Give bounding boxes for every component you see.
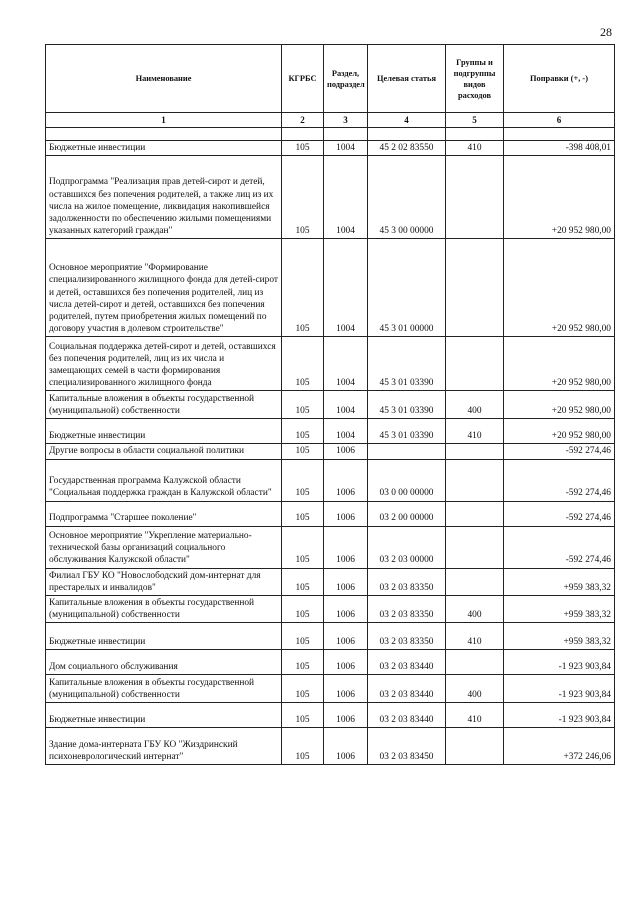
spacer-cell (446, 128, 504, 141)
row-kgrbs: 105 (282, 391, 324, 419)
budget-table (45, 44, 615, 765)
row-amount: -592 274,46 (504, 459, 615, 501)
col-number: 4 (368, 113, 446, 128)
row-tsel: 03 2 03 83350 (368, 568, 446, 595)
row-vid: 400 (446, 391, 504, 419)
header-tsel: Целевая статья (368, 45, 446, 113)
row-tsel: 03 2 03 83350 (368, 623, 446, 650)
row-vid (446, 239, 504, 337)
row-tsel: 03 2 00 00000 (368, 501, 446, 526)
row-razdel: 1006 (324, 459, 368, 501)
table-row (46, 596, 615, 623)
table-row (46, 156, 615, 239)
row-razdel: 1006 (324, 623, 368, 650)
row-razdel: 1006 (324, 568, 368, 595)
row-name: Бюджетные инвестиции (46, 623, 282, 650)
table-row (46, 141, 615, 156)
row-razdel: 1006 (324, 703, 368, 728)
row-tsel: 03 2 03 83440 (368, 703, 446, 728)
header-gruppy: Группы и подгруппы видов расходов (446, 45, 504, 113)
row-razdel: 1004 (324, 419, 368, 444)
page-number: 28 (600, 25, 612, 39)
row-tsel: 45 3 01 03390 (368, 337, 446, 391)
spacer-cell (324, 128, 368, 141)
table-row (46, 526, 615, 568)
row-name: Капитальные вложения в объекты государственной (муниципальной) собственности (46, 675, 282, 703)
row-kgrbs: 105 (282, 141, 324, 156)
header-razdel: Раздел, подраздел (324, 45, 368, 113)
spacer-cell (368, 128, 446, 141)
row-razdel: 1004 (324, 391, 368, 419)
row-kgrbs: 105 (282, 728, 324, 765)
row-razdel: 1006 (324, 728, 368, 765)
row-vid: 410 (446, 703, 504, 728)
header-kgrbs: КГРБС (282, 45, 324, 113)
row-name: Бюджетные инвестиции (46, 703, 282, 728)
row-tsel: 03 2 03 83450 (368, 728, 446, 765)
row-amount: -1 923 903,84 (504, 650, 615, 675)
row-tsel: 45 3 01 03390 (368, 391, 446, 419)
col-number: 2 (282, 113, 324, 128)
column-numbers-row (46, 113, 615, 128)
table-row (46, 239, 615, 337)
row-amount: +372 246,06 (504, 728, 615, 765)
table-row (46, 337, 615, 391)
row-kgrbs: 105 (282, 501, 324, 526)
col-number: 6 (504, 113, 615, 128)
row-amount: -1 923 903,84 (504, 675, 615, 703)
row-name: Здание дома-интерната ГБУ КО "Жиздринский психоневрологический интернат" (46, 728, 282, 765)
row-vid (446, 526, 504, 568)
row-vid: 410 (446, 623, 504, 650)
row-name: Подпрограмма "Старшее поколение" (46, 501, 282, 526)
row-vid (446, 459, 504, 501)
table-row (46, 650, 615, 675)
row-name: Бюджетные инвестиции (46, 419, 282, 444)
row-name: Филиал ГБУ КО "Новослободский дом-интернат для престарелых и инвалидов" (46, 568, 282, 595)
row-tsel: 03 2 03 83440 (368, 675, 446, 703)
table-row (46, 391, 615, 419)
table-row (46, 703, 615, 728)
row-kgrbs: 105 (282, 568, 324, 595)
row-razdel: 1004 (324, 337, 368, 391)
row-tsel: 03 2 03 83350 (368, 596, 446, 623)
row-tsel: 03 2 03 83440 (368, 650, 446, 675)
row-name: Социальная поддержка детей-сирот и детей, оставшихся без попечения родителей, лиц из их числа и замещающих семей в части формирования специализированного жилищного фонда (46, 337, 282, 391)
table-body (46, 128, 615, 765)
table-row (46, 623, 615, 650)
table-row (46, 675, 615, 703)
row-tsel: 45 3 00 00000 (368, 156, 446, 239)
row-razdel: 1004 (324, 156, 368, 239)
row-amount: +20 952 980,00 (504, 391, 615, 419)
row-vid: 410 (446, 141, 504, 156)
row-razdel: 1004 (324, 141, 368, 156)
row-kgrbs: 105 (282, 650, 324, 675)
table-row (46, 444, 615, 459)
row-kgrbs: 105 (282, 596, 324, 623)
table-row (46, 459, 615, 501)
row-vid: 410 (446, 419, 504, 444)
row-name: Другие вопросы в области социальной политики (46, 444, 282, 459)
table-row (46, 728, 615, 765)
row-amount: +20 952 980,00 (504, 337, 615, 391)
row-tsel: 45 3 01 00000 (368, 239, 446, 337)
row-tsel (368, 444, 446, 459)
row-name: Дом социального обслуживания (46, 650, 282, 675)
row-vid: 400 (446, 675, 504, 703)
row-amount: +20 952 980,00 (504, 156, 615, 239)
row-amount: +20 952 980,00 (504, 419, 615, 444)
row-amount: -592 274,46 (504, 526, 615, 568)
row-vid (446, 501, 504, 526)
table-row (46, 501, 615, 526)
row-amount: +20 952 980,00 (504, 239, 615, 337)
row-amount: -592 274,46 (504, 444, 615, 459)
spacer-cell (282, 128, 324, 141)
row-name: Бюджетные инвестиции (46, 141, 282, 156)
row-name: Капитальные вложения в объекты государственной (муниципальной) собственности (46, 596, 282, 623)
row-amount: +959 383,32 (504, 596, 615, 623)
row-vid (446, 444, 504, 459)
row-vid (446, 337, 504, 391)
row-razdel: 1006 (324, 526, 368, 568)
row-razdel: 1006 (324, 444, 368, 459)
row-amount: +959 383,32 (504, 568, 615, 595)
col-number: 1 (46, 113, 282, 128)
row-kgrbs: 105 (282, 156, 324, 239)
row-amount: -592 274,46 (504, 501, 615, 526)
spacer-row (46, 128, 615, 141)
row-kgrbs: 105 (282, 623, 324, 650)
row-name: Основное мероприятие "Формирование специализированного жилищного фонда для детей-сирот и детей, оставшихся без попечения родителей, лиц из числа детей-сирот и детей, оставшихся без попечения родителей, путем приобретения жилых помещений по договору участия в долевом строительстве" (46, 239, 282, 337)
row-razdel: 1006 (324, 650, 368, 675)
row-tsel: 45 2 02 83550 (368, 141, 446, 156)
table-row (46, 419, 615, 444)
row-razdel: 1006 (324, 675, 368, 703)
row-razdel: 1004 (324, 239, 368, 337)
row-vid (446, 650, 504, 675)
row-name: Капитальные вложения в объекты государственной (муниципальной) собственности (46, 391, 282, 419)
row-kgrbs: 105 (282, 703, 324, 728)
row-kgrbs: 105 (282, 444, 324, 459)
row-razdel: 1006 (324, 596, 368, 623)
row-amount: -398 408,01 (504, 141, 615, 156)
table-row (46, 568, 615, 595)
header-row (46, 45, 615, 113)
row-kgrbs: 105 (282, 239, 324, 337)
row-vid (446, 568, 504, 595)
header-popravki: Поправки (+, -) (504, 45, 615, 113)
row-razdel: 1006 (324, 501, 368, 526)
row-amount: -1 923 903,84 (504, 703, 615, 728)
row-kgrbs: 105 (282, 419, 324, 444)
row-kgrbs: 105 (282, 337, 324, 391)
spacer-cell (504, 128, 615, 141)
header-name: Наименование (46, 45, 282, 113)
row-amount: +959 383,32 (504, 623, 615, 650)
row-name: Основное мероприятие "Укрепление материально-технической базы организаций социального обслуживания Калужской области" (46, 526, 282, 568)
row-tsel: 03 2 03 00000 (368, 526, 446, 568)
row-vid: 400 (446, 596, 504, 623)
row-name: Государственная программа Калужской области "Социальная поддержка граждан в Калужской области" (46, 459, 282, 501)
row-name: Подпрограмма "Реализация прав детей-сирот и детей, оставшихся без попечения родителей, а также лиц из их числа на жилое помещение, ликвидация накопившейся задолженности по обеспечению жилыми помещениями указанных категорий граждан" (46, 156, 282, 239)
col-number: 5 (446, 113, 504, 128)
row-kgrbs: 105 (282, 459, 324, 501)
row-vid (446, 156, 504, 239)
spacer-cell (46, 128, 282, 141)
row-kgrbs: 105 (282, 675, 324, 703)
row-vid (446, 728, 504, 765)
row-kgrbs: 105 (282, 526, 324, 568)
col-number: 3 (324, 113, 368, 128)
row-tsel: 03 0 00 00000 (368, 459, 446, 501)
row-tsel: 45 3 01 03390 (368, 419, 446, 444)
